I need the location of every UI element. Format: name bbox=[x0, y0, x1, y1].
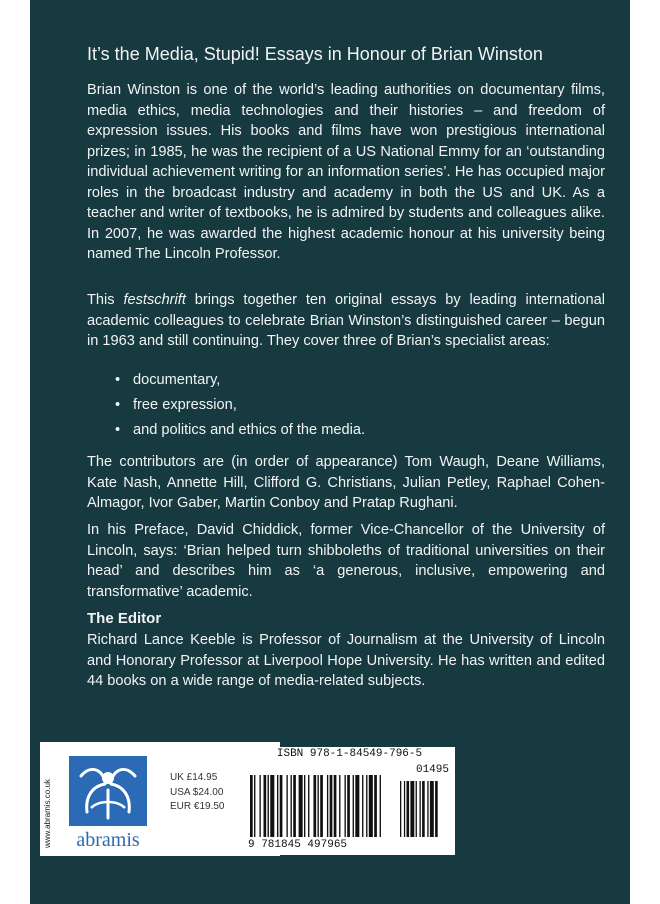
barcode-bar bbox=[264, 775, 267, 837]
list-item bbox=[115, 420, 365, 445]
barcode-bar bbox=[293, 775, 296, 837]
price-addon-code: 01495 bbox=[415, 764, 449, 776]
price-list bbox=[170, 771, 224, 815]
list-item bbox=[115, 370, 365, 395]
contributors-paragraph: The contributors are (in order of appearance) Tom Waugh, Deane Williams, Kate Nash, Annette Hill, Clifford G. Christians, Julian Petley, Raphael Cohen-Almagor, Ivor Gaber, Martin Conboy and Pratap Rughani. bbox=[87, 454, 605, 511]
addon-bar bbox=[400, 781, 401, 837]
list-item-text: and politics and ethics of the media. bbox=[133, 422, 366, 438]
addon-bar bbox=[427, 781, 428, 837]
barcode-bar bbox=[362, 775, 363, 837]
specialist-areas-list bbox=[115, 370, 365, 445]
barcode-bar bbox=[334, 775, 337, 837]
barcode-bar bbox=[286, 775, 287, 837]
barcode-bar bbox=[277, 775, 278, 837]
editor-heading: The Editor bbox=[87, 610, 162, 627]
barcode-bar bbox=[380, 775, 381, 837]
price-usa: USA $24.00 bbox=[170, 786, 224, 798]
abramis-logo-icon bbox=[69, 756, 147, 826]
price-uk: UK £14.95 bbox=[170, 772, 218, 783]
list-item-text: free expression, bbox=[133, 397, 237, 413]
isbn-label: ISBN 978-1-84549-796-5 bbox=[276, 748, 423, 760]
price-eur: EUR €19.50 bbox=[170, 801, 225, 812]
editor-paragraph: Richard Lance Keeble is Professor of Journalism at the University of Lincoln and Honorary Professor at Liverpool Hope University. He has written and edited 44 books on a wide range of media-related subjects. bbox=[87, 632, 605, 689]
barcode-bar bbox=[254, 775, 255, 837]
list-item-text: documentary, bbox=[133, 372, 221, 388]
addon-bar bbox=[410, 781, 414, 837]
addon-bar bbox=[435, 781, 438, 837]
festschrift-term: festschrift bbox=[123, 292, 186, 308]
back-cover bbox=[30, 0, 630, 904]
bullet-icon: • bbox=[115, 397, 121, 413]
addon-bar bbox=[404, 781, 405, 837]
addon-bar bbox=[416, 781, 417, 837]
preface-paragraph: In his Preface, David Chiddick, former Vice-Chancellor of the University of Lincoln, says: ‘Brian helped turn shibboleths of traditional universities on their head’ and describes him as ‘a generous, inclusive, empowering and transformative’ academic. bbox=[87, 522, 605, 600]
festschrift-paragraph bbox=[87, 290, 605, 352]
barcode-bar bbox=[304, 775, 305, 837]
barcode-bar bbox=[268, 775, 269, 837]
ean-digits: 9 781845 497965 bbox=[248, 839, 348, 851]
barcode-bar bbox=[366, 775, 367, 837]
barcode-bar bbox=[353, 775, 354, 837]
barcode-bar bbox=[369, 775, 373, 837]
barcode-bar bbox=[270, 775, 274, 837]
book-title: It’s the Media, Stupid! Essays in Honour of Brian Winston bbox=[87, 44, 543, 64]
addon-bar bbox=[407, 781, 410, 837]
festschrift-rest: brings together ten original essays by leading international academic colleagues to celebrate Brian Winston’s distinguished career – begun in 1963 and still continuing. They cover three of Brian’s specialist areas: bbox=[87, 292, 605, 349]
isbn-barcode bbox=[244, 747, 455, 855]
barcode-bar bbox=[259, 775, 260, 837]
barcode-bar bbox=[345, 775, 346, 837]
intro-paragraph: Brian Winston is one of the world’s leading authorities on documentary films, media ethics, media technologies and their histories – and freedom of expression issues. His books and films have won prestigious international prizes; in 1985, he was the recipient of a US National Emmy for an ‘outstanding individual achievement writing for an information series’. He has occupied major roles in the broadcast industry and academy in both the US and UK. As a teacher and writer of textbooks, he is admired by students and colleagues alike. In 2007, he was awarded the highest academic honour at his university being named The Lincoln Professor. bbox=[87, 82, 605, 262]
bullet-icon: • bbox=[115, 372, 121, 388]
barcode-bar bbox=[374, 775, 377, 837]
publisher-url: www.abramis.co.uk bbox=[43, 779, 52, 848]
addon-bar bbox=[420, 781, 421, 837]
list-item bbox=[115, 395, 365, 420]
bullet-icon: • bbox=[115, 422, 121, 438]
barcode-bar bbox=[280, 775, 283, 837]
publisher-name: abramis bbox=[76, 829, 140, 851]
barcode-bar bbox=[320, 775, 323, 837]
barcode-bar bbox=[330, 775, 333, 837]
barcode-bar bbox=[355, 775, 359, 837]
barcode-bar bbox=[250, 775, 253, 837]
addon-bar bbox=[422, 781, 425, 837]
barcode-bar bbox=[318, 775, 319, 837]
barcode-bar bbox=[313, 775, 316, 837]
barcode-bar bbox=[327, 775, 328, 837]
barcode-bar bbox=[291, 775, 292, 837]
barcode-bar bbox=[347, 775, 350, 837]
barcode-bar bbox=[339, 775, 340, 837]
addon-bar bbox=[430, 781, 434, 837]
barcode-bar bbox=[308, 775, 309, 837]
festschrift-prefix: This bbox=[87, 292, 124, 308]
barcode-bar bbox=[299, 775, 303, 837]
barcode-icon bbox=[250, 775, 449, 839]
